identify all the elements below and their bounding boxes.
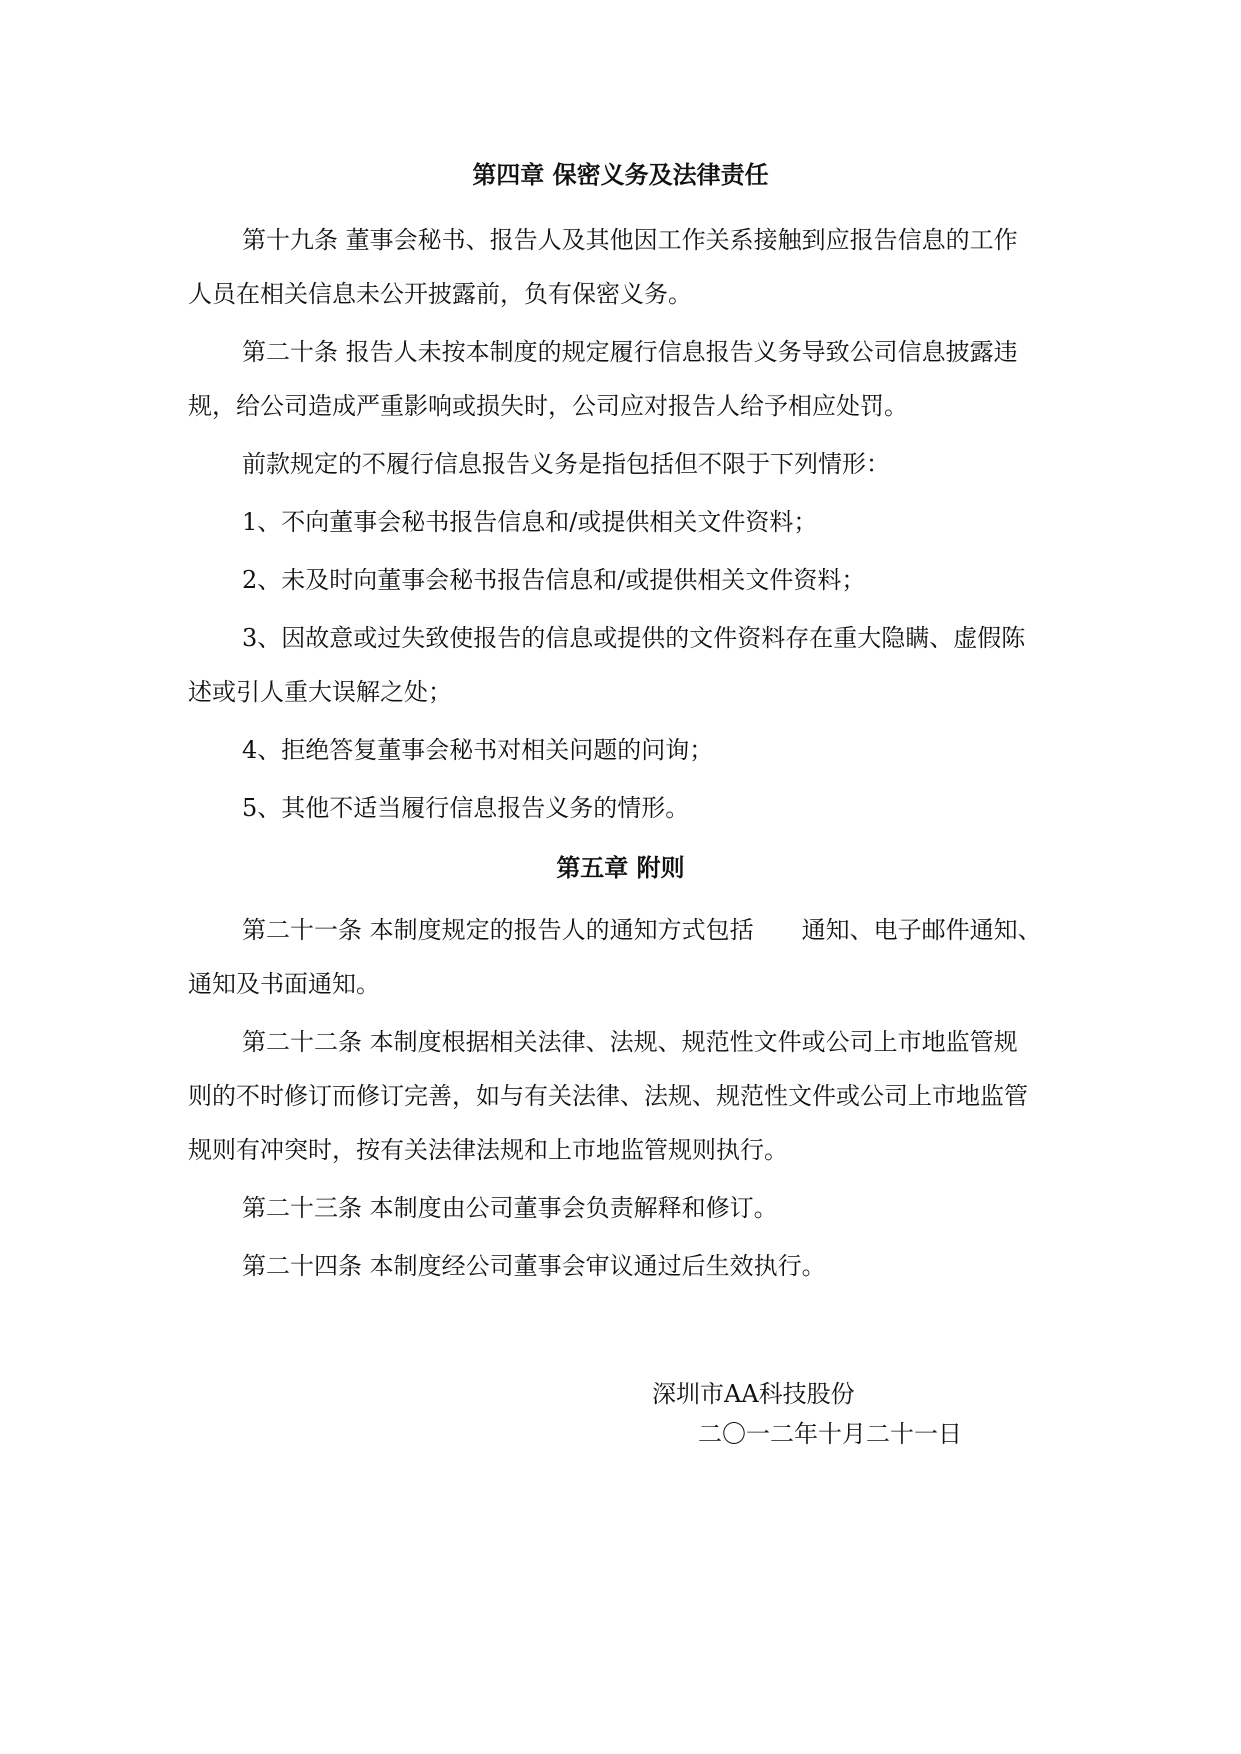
signature-company: 深圳市AA科技股份 — [652, 1380, 855, 1408]
article-24: 第二十四条 本制度经公司董事会审议通过后生效执行。 — [242, 1252, 826, 1280]
signature-date: 二〇一二年十月二十一日 — [698, 1420, 962, 1448]
list-item-4: 4、拒绝答复董事会秘书对相关问题的问询； — [242, 736, 714, 764]
list-item-3-line-1: 3、因故意或过失致使报告的信息或提供的文件资料存在重大隐瞒、虚假陈 — [242, 624, 1026, 652]
chapter-4-title: 第四章 保密义务及法律责任 — [472, 161, 769, 189]
chapter-5-title: 第五章 附则 — [556, 854, 685, 882]
list-item-5: 5、其他不适当履行信息报告义务的情形。 — [242, 794, 690, 822]
article-21-line-1: 第二十一条 本制度规定的报告人的通知方式包括 通知、电子邮件通知、 — [242, 916, 1042, 944]
article-20-line-2: 规，给公司造成严重影响或损失时，公司应对报告人给予相应处罚。 — [188, 392, 908, 420]
list-item-2: 2、未及时向董事会秘书报告信息和/或提供相关文件资料； — [242, 566, 866, 594]
list-item-1: 1、不向董事会秘书报告信息和/或提供相关文件资料； — [242, 508, 818, 536]
article-22-line-1: 第二十二条 本制度根据相关法律、法规、规范性文件或公司上市地监管规 — [242, 1028, 1018, 1056]
article-19-line-1: 第十九条 董事会秘书、报告人及其他因工作关系接触到应报告信息的工作 — [242, 226, 1018, 254]
article-21-line-2: 通知及书面通知。 — [188, 970, 380, 998]
article-23: 第二十三条 本制度由公司董事会负责解释和修订。 — [242, 1194, 778, 1222]
list-item-3-line-2: 述或引人重大误解之处； — [188, 678, 452, 706]
article-20-line-1: 第二十条 报告人未按本制度的规定履行信息报告义务导致公司信息披露违 — [242, 338, 1018, 366]
article-22-line-3: 规则有冲突时，按有关法律法规和上市地监管规则执行。 — [188, 1136, 788, 1164]
article-19-line-2: 人员在相关信息未公开披露前，负有保密义务。 — [188, 280, 692, 308]
article-22-line-2: 则的不时修订而修订完善，如与有关法律、法规、规范性文件或公司上市地监管 — [188, 1082, 1028, 1110]
article-20-intro: 前款规定的不履行信息报告义务是指包括但不限于下列情形： — [242, 450, 890, 478]
